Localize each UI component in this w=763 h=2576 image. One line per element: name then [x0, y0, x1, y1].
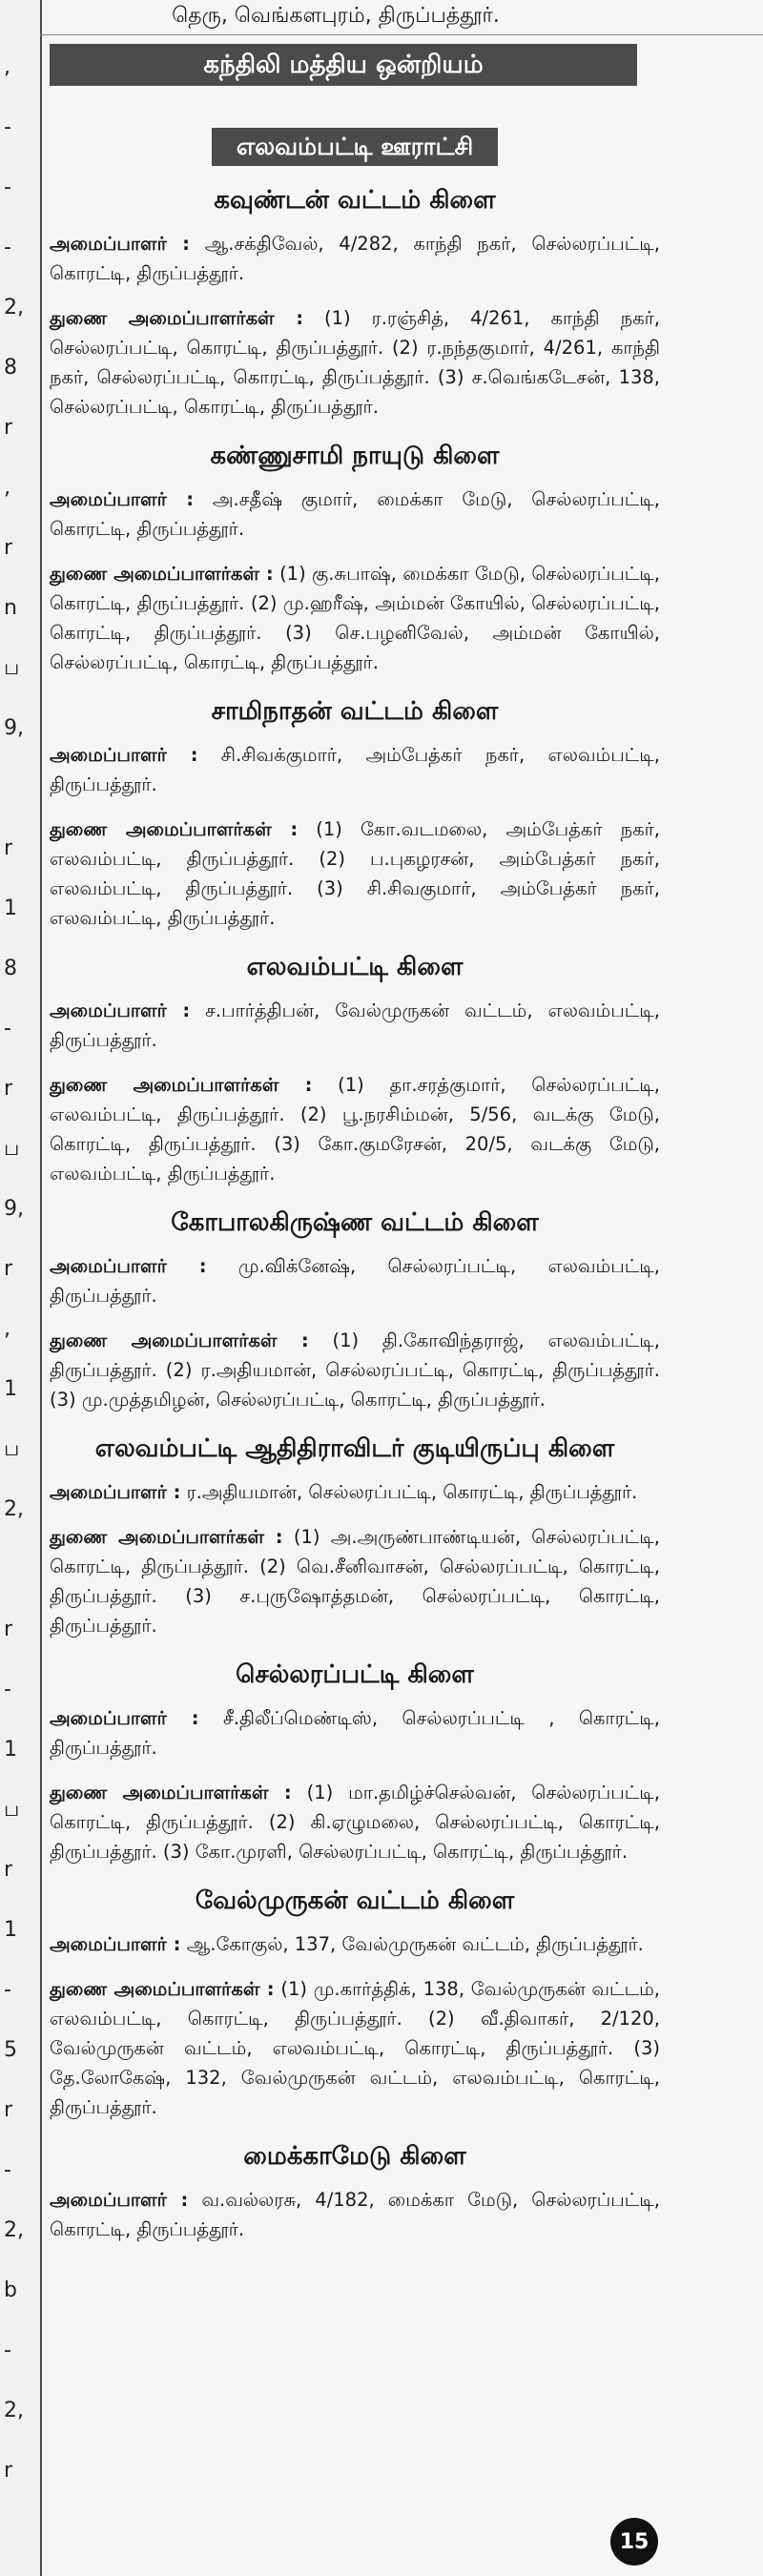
edge-fragment: 1: [4, 1377, 17, 1401]
continued-address: தெரு, வெங்களபுரம், திருப்பத்தூர்.: [172, 4, 500, 28]
organizer-paragraph: [50, 1929, 660, 1959]
branch-title: எலவம்பட்டி கிளை: [246, 953, 464, 981]
edge-fragment: ,: [4, 476, 10, 500]
deputies-label: துணை அமைப்பாளர்கள் :: [50, 1782, 292, 1803]
deputies-text: (1) தா.சரத்குமார், செல்லரப்பட்டி, எலவம்பட்டி, திருப்பத்தூர். (2) பூ.நரசிம்மன், 5/56, வடக்கு மேடு, கொரட்டி, திருப்பத்தூர். (3) கோ.குமரேசன், 20/5, வடக்கு மேடு, எலவம்பட்டி, திருப்பத்தூர்.: [50, 1074, 660, 1185]
panchayat-banner: எலவம்பட்டி ஊராட்சி: [212, 128, 498, 166]
organizer-label: அமைப்பாளர் :: [50, 1255, 207, 1277]
edge-fragment: -: [4, 1678, 11, 1701]
deputies-paragraph: [50, 1778, 660, 1866]
edge-fragment: 1: [4, 1738, 17, 1762]
organizer-label: அமைப்பாளர் :: [50, 1707, 199, 1729]
deputies-text: (1) கு.சுபாஷ், மைக்கா மேடு, செல்லரப்பட்டி, கொரட்டி, திருப்பத்தூர். (2) மு.ஹரீஷ், அம்மன் கோயில், செல்லரப்பட்டி, கொரட்டி, திருப்பத்தூர். (3) செ.பழனிவேல், அம்மன் கோயில், செல்லரப்பட்டி, கொரட்டி, திருப்பத்தூர்.: [50, 563, 660, 673]
organizer-paragraph: [50, 229, 660, 288]
edge-fragment: r: [4, 1077, 13, 1101]
organizer-paragraph: [50, 996, 660, 1055]
branch-title: மைக்காமேடு கிளை: [243, 2142, 466, 2171]
organizer-paragraph: [50, 740, 660, 799]
edge-fragment: 2,: [4, 1497, 24, 1521]
deputies-paragraph: [50, 1070, 660, 1188]
branch-section: [50, 183, 660, 422]
deputies-paragraph: [50, 1522, 660, 1640]
article-column: [50, 0, 755, 2259]
edge-fragment: r: [4, 1858, 13, 1882]
edge-fragment: n: [4, 596, 17, 620]
deputies-label: துணை அமைப்பாளர்கள் :: [50, 1526, 283, 1548]
branch-section: [50, 2139, 660, 2244]
edge-fragment: -: [4, 2339, 11, 2362]
edge-fragment: 8: [4, 957, 17, 980]
branch-title: எலவம்பட்டி ஆதிதிராவிடர் குடியிருப்பு கிளை: [94, 1434, 615, 1463]
branch-list: [50, 183, 755, 2244]
edge-fragment: -: [4, 115, 11, 139]
union-banner: கந்திலி மத்திய ஒன்றியம்: [50, 44, 637, 86]
edge-fragment: 8: [4, 356, 17, 380]
edge-fragment: r: [4, 836, 13, 860]
edge-fragment: 2,: [4, 296, 24, 319]
edge-fragment: -: [4, 1017, 11, 1041]
branch-section: [50, 439, 660, 677]
edge-fragment: -: [4, 236, 11, 259]
deputies-label: துணை அமைப்பாளர்கள் :: [50, 1329, 309, 1351]
branch-section: [50, 1432, 660, 1640]
edge-fragment: 9,: [4, 1197, 24, 1221]
organizer-text: மு.விக்னேஷ், செல்லரப்பட்டி, எலவம்பட்டி, திருப்பத்தூர்.: [50, 1255, 660, 1307]
deputies-paragraph: [50, 814, 660, 933]
edge-fragment: -: [4, 2158, 11, 2182]
edge-fragment: r: [4, 536, 13, 560]
organizer-text: சி.சிவக்குமார், அம்பேத்கர் நகர், எலவம்பட்டி, திருப்பத்தூர்.: [50, 744, 660, 795]
previous-column-edge: [0, 0, 42, 2576]
edge-fragment: 9,: [4, 716, 24, 740]
organizer-text: ர.அதியமான், செல்லரப்பட்டி, கொரட்டி, திருப்பத்தூர்.: [186, 1481, 638, 1503]
branch-title: கண்ணுசாமி நாயுடு கிளை: [210, 442, 500, 470]
branch-title: கோபாலகிருஷ்ண வட்டம் கிளை: [171, 1208, 539, 1237]
deputies-text: (1) ர.ரஞ்சித், 4/261, காந்தி நகர், செல்லரப்பட்டி, கொரட்டி, திருப்பத்தூர். (2) ர.நந்தகுமார், 4/261, காந்தி நகர், செல்லரப்பட்டி, கொரட்டி, திருப்பத்தூர். (3) ச.வெங்கடேசன், 138, செல்லரப்பட்டி, கொரட்டி, திருப்பத்தூர்.: [50, 307, 661, 418]
deputies-text: (1) அ.அருண்பாண்டியன், செல்லரப்பட்டி, கொரட்டி, திருப்பத்தூர். (2) வெ.சீனிவாசன், செல்லரப்பட்டி, கொரட்டி, திருப்பத்தூர். (3) ச.புருஷோத்தமன், செல்லரப்பட்டி, கொரட்டி, திருப்பத்தூர்.: [50, 1526, 660, 1637]
branch-title: செல்லரப்பட்டி கிளை: [236, 1660, 474, 1689]
organizer-text: ஆ.கோகுல், 137, வேல்முருகன் வட்டம், திருப்பத்தூர்.: [186, 1933, 644, 1955]
deputies-paragraph: [50, 1326, 660, 1414]
organizer-label: அமைப்பாளர் :: [50, 2189, 189, 2211]
edge-fragment: ,: [4, 1317, 10, 1341]
deputies-paragraph: [50, 1974, 660, 2122]
page-number-badge: 15: [610, 2518, 658, 2566]
edge-fragment: 2,: [4, 2399, 24, 2422]
branch-title: வேல்முருகன் வட்டம் கிளை: [195, 1886, 515, 1915]
deputies-text: (1) கோ.வடமலை, அம்பேத்கர் நகர், எலவம்பட்டி, திருப்பத்தூர். (2) ப.புகழரசன், அம்பேத்கர் நகர், எலவம்பட்டி, திருப்பத்தூர். (3) சி.சிவகுமார், அம்பேத்கர் நகர், எலவம்பட்டி, திருப்பத்தூர்.: [50, 818, 660, 929]
deputies-text: (1) மா.தமிழ்ச்செல்வன், செல்லரப்பட்டி, கொரட்டி, திருப்பத்தூர். (2) கி.ஏழுமலை, செல்லரப்பட்டி, கொரட்டி, திருப்பத்தூர். (3) கோ.முரளி, செல்லரப்பட்டி, கொரட்டி, திருப்பத்தூர்.: [50, 1782, 660, 1863]
deputies-label: துணை அமைப்பாளர்கள் :: [50, 818, 299, 840]
deputies-text: (1) மு.கார்த்திக், 138, வேல்முருகன் வட்டம், எலவம்பட்டி, கொரட்டி, திருப்பத்தூர். (2) வீ.திவாகர், 2/120, வேல்முருகன் வட்டம், எலவம்பட்டி, கொரட்டி, திருப்பத்தூர். (3) தே.லோகேஷ், 132, வேல்முருகன் வட்டம், எலவம்பட்டி, கொரட்டி, திருப்பத்தூர்.: [50, 1978, 660, 2118]
edge-fragment: ப: [4, 1437, 20, 1461]
branch-title: கவுண்டன் வட்டம் கிளை: [214, 186, 496, 215]
organizer-label: அமைப்பாளர் :: [50, 1481, 181, 1503]
branch-title: சாமிநாதன் வட்டம் கிளை: [211, 697, 499, 726]
edge-fragment: ,: [4, 55, 10, 79]
branch-section: [50, 1884, 660, 2122]
edge-fragment: ப: [4, 656, 20, 680]
edge-fragment: -: [4, 175, 11, 199]
organizer-paragraph: [50, 1477, 660, 1507]
organizer-paragraph: [50, 1703, 660, 1762]
organizer-label: அமைப்பாளர் :: [50, 999, 191, 1021]
edge-fragment: b: [4, 2278, 17, 2302]
branch-section: [50, 1206, 660, 1414]
organizer-label: அமைப்பாளர் :: [50, 488, 195, 510]
deputies-paragraph: [50, 303, 660, 422]
organizer-paragraph: [50, 1251, 660, 1310]
organizer-label: அமைப்பாளர் :: [50, 744, 198, 766]
organizer-text: ஆ.சக்திவேல், 4/282, காந்தி நகர், செல்லரப்பட்டி, கொரட்டி, திருப்பத்தூர்.: [50, 233, 660, 284]
deputies-paragraph: [50, 559, 660, 677]
branch-section: [50, 694, 660, 933]
edge-fragment: 5: [4, 2038, 17, 2062]
edge-fragment: ப: [4, 1137, 20, 1161]
organizer-text: ச.பார்த்திபன், வேல்முருகன் வட்டம், எலவம்பட்டி, திருப்பத்தூர்.: [50, 999, 660, 1051]
edge-fragment: r: [4, 2459, 13, 2483]
edge-fragment: r: [4, 416, 13, 440]
edge-fragment: -: [4, 1978, 11, 2002]
edge-fragment: r: [4, 1257, 13, 1281]
edge-fragment: ப: [4, 1798, 20, 1822]
edge-fragment: r: [4, 2098, 13, 2122]
deputies-text: (1) தி.கோவிந்தராஜ், எலவம்பட்டி, திருப்பத்தூர். (2) ர.அதியமான், செல்லரப்பட்டி, கொரட்டி, திருப்பத்தூர். (3) மு.முத்தமிழன், செல்லரப்பட்டி, கொரட்டி, திருப்பத்தூர்.: [50, 1329, 661, 1411]
branch-section: [50, 1658, 660, 1866]
organizer-paragraph: [50, 484, 660, 544]
organizer-label: அமைப்பாளர் :: [50, 233, 190, 255]
branch-section: [50, 950, 660, 1188]
organizer-paragraph: [50, 2185, 660, 2244]
organizer-text: அ.சதீஷ் குமார், மைக்கா மேடு, செல்லரப்பட்டி, கொரட்டி, திருப்பத்தூர்.: [50, 488, 660, 540]
edge-fragment: r: [4, 1618, 13, 1641]
organizer-text: வ.வல்லரசு, 4/182, மைக்கா மேடு, செல்லரப்பட்டி, கொரட்டி, திருப்பத்தூர்.: [50, 2189, 660, 2240]
deputies-label: துணை அமைப்பாளர்கள் :: [50, 1074, 313, 1096]
edge-fragment: 1: [4, 896, 17, 920]
edge-fragment: 2,: [4, 2218, 24, 2242]
deputies-label: துணை அமைப்பாளர்கள் :: [50, 1978, 275, 2000]
deputies-label: துணை அமைப்பாளர்கள் :: [50, 563, 274, 585]
edge-fragment: 1: [4, 1918, 17, 1942]
organizer-text: சீ.திலீப்மெண்டிஸ், செல்லரப்பட்டி , கொரட்டி, திருப்பத்தூர்.: [50, 1707, 661, 1759]
organizer-label: அமைப்பாளர் :: [50, 1933, 181, 1955]
deputies-label: துணை அமைப்பாளர்கள் :: [50, 307, 304, 329]
